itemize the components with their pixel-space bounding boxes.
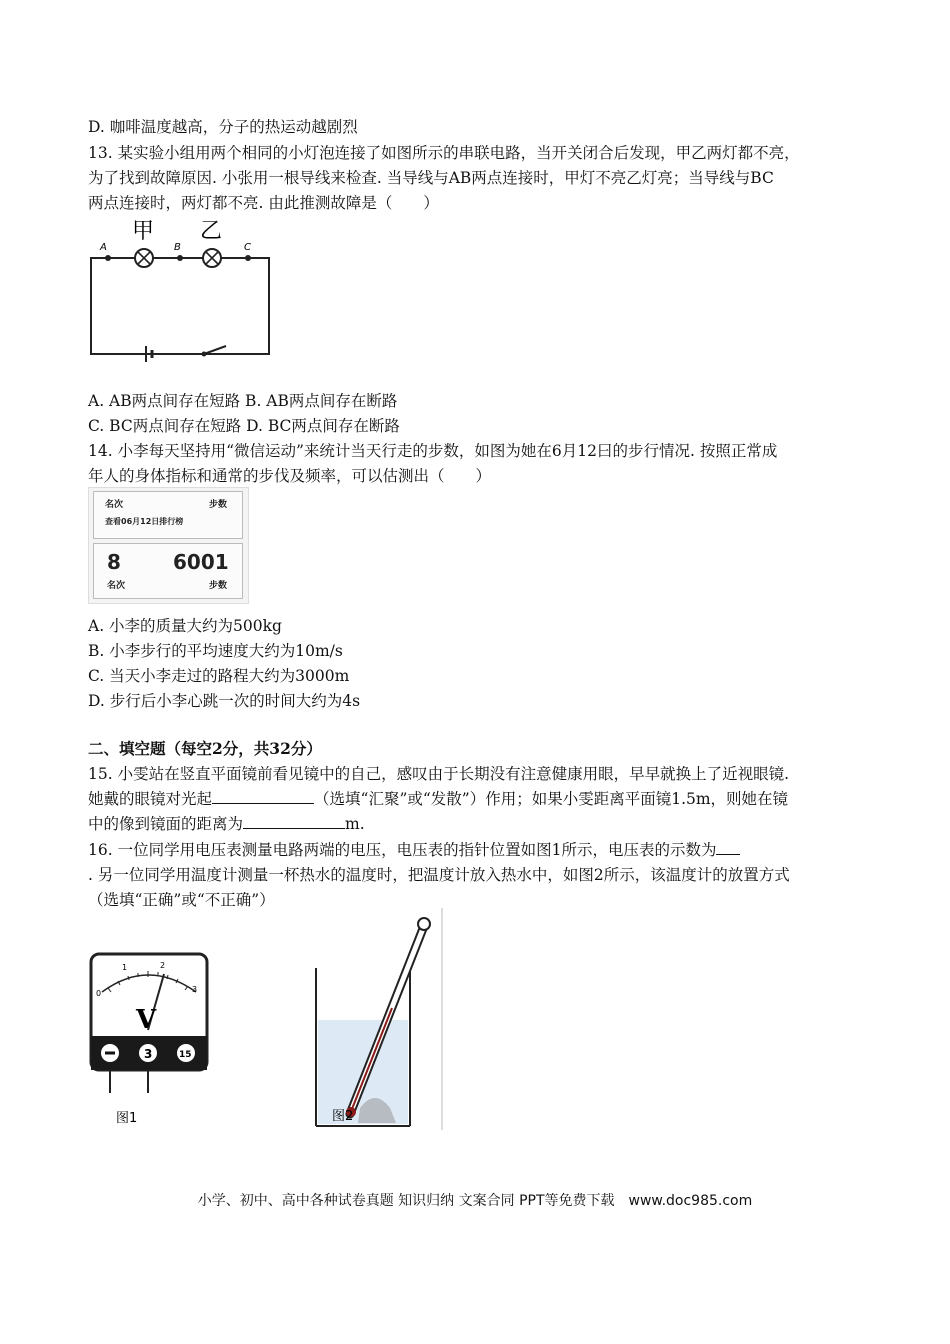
- page-footer: 小学、初中、高中各种试卷真题 知识归纳 文案合同 PPT等免费下载 www.doc985.com: [197, 1193, 753, 1209]
- q14-option-b: B. 小李步行的平均速度大约为10m/s: [88, 642, 343, 660]
- q15-blank-2[interactable]: [243, 814, 345, 829]
- q13-stem-line1: 13. 某实验小组用两个相同的小灯泡连接了如图所示的串联电路，当开关闭合后发现，甲乙两灯都不亮，: [88, 144, 800, 162]
- voltmeter-figure: [88, 948, 218, 1133]
- q15-blank-1[interactable]: [212, 789, 314, 804]
- q13-stem-line2: 为了找到故障原因. 小张用一根导线来检查. 当导线与AB两点连接时，甲灯不亮乙灯亮；当导线与BC: [88, 169, 774, 187]
- q15-stem-line1: 15. 小雯站在竖直平面镜前看见镜中的自己，感叹由于长期没有注意健康用眼，早早就换上了近视眼镜.: [88, 765, 790, 783]
- wechat-steps-card: [88, 487, 249, 604]
- thermometer-top-icon: [418, 918, 430, 930]
- rank-label: 名次: [107, 581, 126, 591]
- q14-option-a: A. 小李的质量大约为500kg: [88, 617, 282, 635]
- q15-line2-a: 她戴的眼镜对光起: [88, 790, 213, 808]
- q13-options-line2: C. BC两点间存在短路 D. BC两点间存在断路: [88, 417, 400, 435]
- q15-line3-b: m.: [345, 815, 365, 833]
- q14-stem-line1: 14. 小李每天坚持用“微信运动”来统计当天行走的步数，如图为她在6月12曰的步行情况. 按照正常成: [88, 442, 778, 460]
- q16-blank-1[interactable]: [716, 840, 740, 855]
- scale-label-0: 0: [96, 989, 102, 998]
- q15-stem-line3: [88, 813, 365, 835]
- series-circuit-diagram: [86, 214, 276, 370]
- terminal-3v-label: 3: [144, 1047, 153, 1061]
- scale-label-1: 1: [122, 963, 128, 972]
- voltmeter-symbol: V: [136, 1005, 157, 1035]
- scale-label-3: 3: [192, 985, 198, 994]
- q16-line1-text: 16. 一位同学用电压表测量电路两端的电压，电压表的指针位置如图1所示，电压表的示数为: [88, 841, 717, 859]
- steps-value: 6001: [173, 550, 229, 574]
- q14-option-d: D. 步行后小李心跳一次的时间大约为4s: [88, 692, 361, 710]
- q15-line3-a: 中的像到镜面的距离为: [88, 815, 244, 833]
- rank-value: 8: [107, 550, 121, 574]
- q14-option-c: C. 当天小李走过的路程大约为3000m: [88, 667, 350, 685]
- lamp-jia-label: 甲: [132, 219, 155, 244]
- fig1-label: 图1: [116, 1111, 138, 1126]
- thermometer-figure: [300, 908, 446, 1133]
- q14-stem-line2: 年人的身体指标和通常的步伐及频率，可以估测出（ ）: [88, 467, 492, 485]
- header-rank: 名次: [105, 500, 124, 510]
- q15-stem-line2: [88, 788, 788, 810]
- header-steps: 步数: [209, 500, 228, 510]
- point-a-label: A: [100, 242, 107, 253]
- steps-label: 步数: [209, 581, 228, 591]
- point-b-label: B: [174, 242, 181, 253]
- point-c-label: C: [244, 242, 251, 253]
- q16-stem-line2: . 另一位同学用温度计测量一杯热水的温度时，把温度计放入热水中，如图2所示，该温度计的放置方式: [88, 866, 790, 884]
- section-heading: 二、填空题（每空2分，共32分）: [88, 739, 322, 758]
- fig2-label: 图2: [332, 1109, 354, 1124]
- terminal-15v-label: 15: [179, 1050, 192, 1060]
- q13-options-line1: A. AB两点间存在短路 B. AB两点间存在断路: [88, 392, 398, 410]
- ranking-subtitle: 查看06月12日排行榜: [105, 517, 184, 526]
- q15-line2-b: （选填“汇聚”或“发散”）作用；如果小雯距离平面镜1.5m，则她在镜: [314, 790, 789, 808]
- q16-stem-line3: （选填“正确”或“不正确”）: [88, 891, 275, 909]
- scale-label-2: 2: [160, 961, 166, 970]
- q13-stem-line3: 两点连接时，两灯都不亮. 由此推测故障是（ ）: [88, 194, 439, 212]
- q12-option-d: D. 咖啡温度越高，分子的热运动越剧烈: [88, 118, 358, 136]
- lamp-yi-label: 乙: [200, 219, 223, 244]
- q16-stem-line1: [88, 839, 740, 861]
